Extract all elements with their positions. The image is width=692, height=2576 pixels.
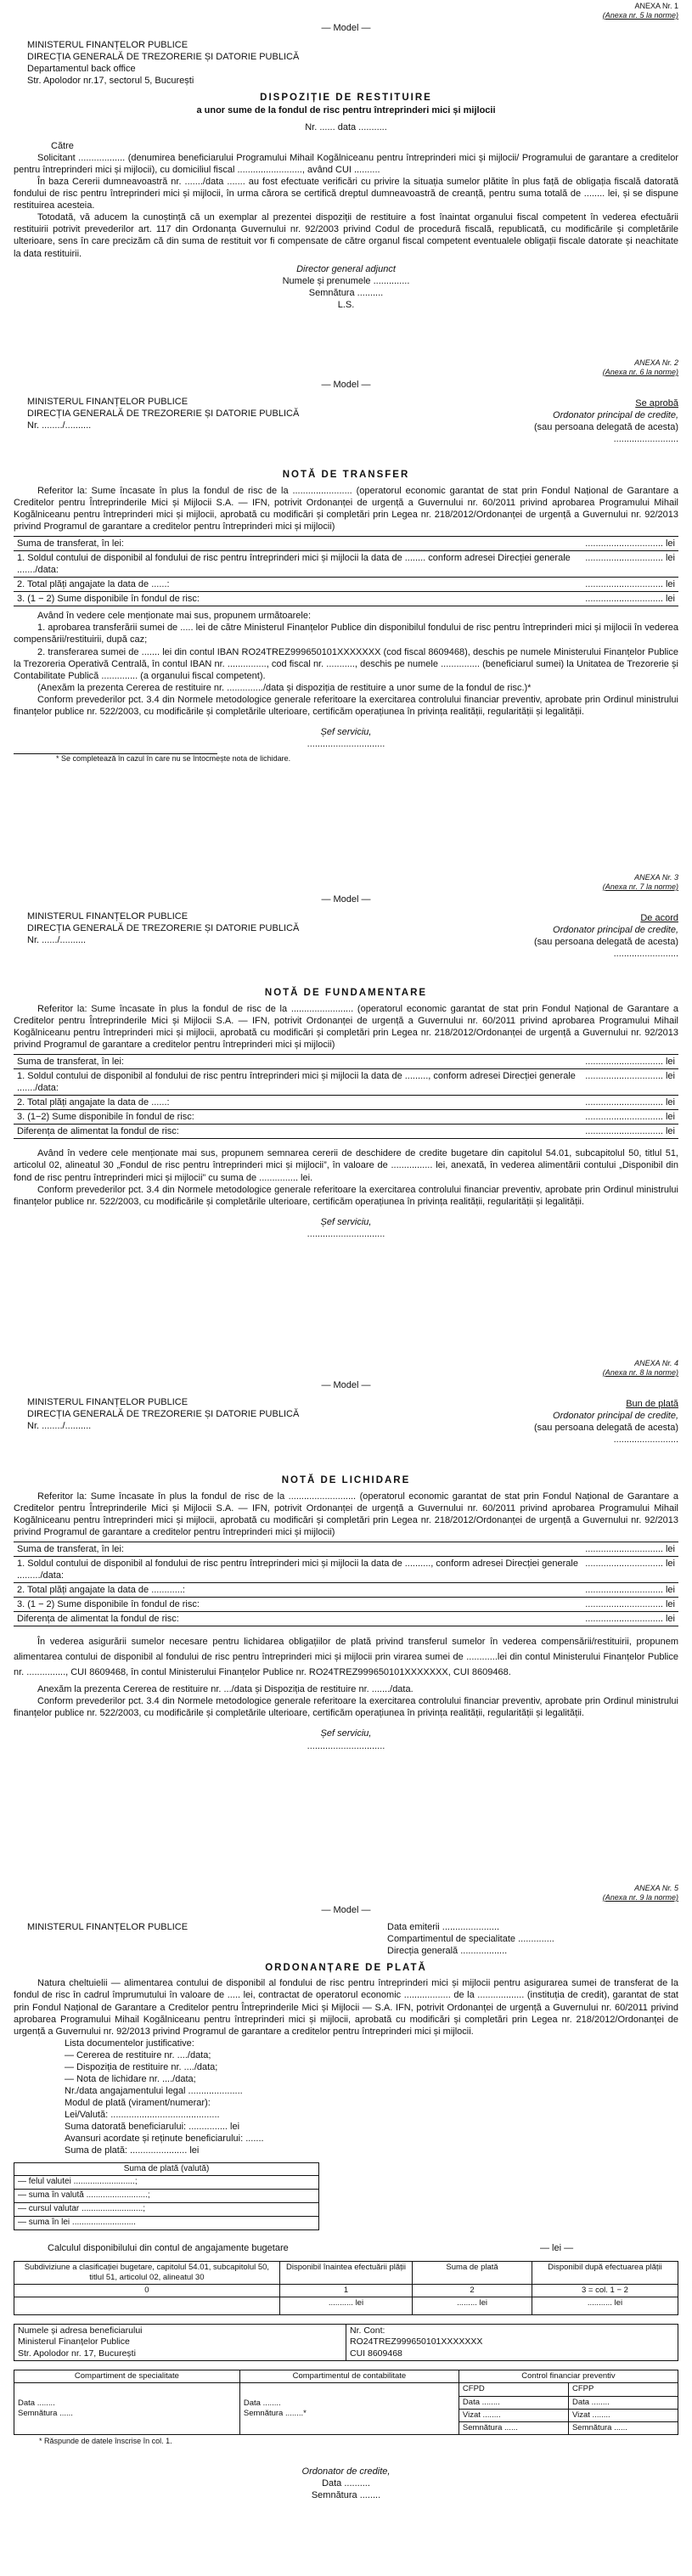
calc-heading: Calculul disponibilului din contul de angajamente bugetare — lei — — [48, 2242, 574, 2253]
paragraph: 2. transferarea sumei de ....... lei din contul IBAN RO24TREZ999650101XXXXXXX (cod fiscal 8609468), deschis pe numele Ministerului Finanțelor Publice la Trezoreria Operativă Centrală, în contul IBAN nr. ..............., cod fiscal nr. ..........., deschis pe numele ............... (beneficiarul sumei) la Unitatea de Trezorerie și Contabilitate Publică .............. (a organului fiscal competent). — [14, 646, 678, 681]
model-label: — Model — — [321, 1379, 371, 1390]
amounts-table — [14, 536, 678, 606]
document-title: ORDONANȚARE DE PLATĂ — [265, 1962, 427, 1973]
annex-5-section — [0, 1884, 692, 2501]
paragraph: Solicitant .................. (denumirea beneficiarului Programului Mihail Kogălniceanu pentru întreprinderi mici și mijlocii/ Programului de garantare a creditelor pentru întreprinderi mici și mijlocii), cu domiciliul fiscal ........................., având CUI .......... — [14, 152, 678, 176]
approval-block: Bun de plată Ordonator principal de credite, (sau persoana delegată de acesta) ......................... — [533, 1399, 678, 1446]
table-row: — suma în lei ........................... — [14, 2216, 319, 2229]
paragraph: În vederea asigurării sumelor necesare pentru lichidarea obligațiilor de plată privind transferul sumelor în vederea compensării/restituirii, propunem alimentarea contului de disponibil al fondului de risc pentru întreprinderi mici și mijlocii prin virarea sumei de ............lei din contul Ministerului Finanțelor Publice nr. ..............., CUI 8609468, în contul Ministerului Finanțelor Publice nr. RO24TREZ999650101XXXXXXX, CUI 8609468. — [14, 1637, 678, 1677]
issuer-block: MINISTERUL FINANȚELOR PUBLICE DIRECȚIA GENERALĂ DE TREZORERIE ȘI DATORIE PUBLICĂ Nr. ......../.......... — [27, 1396, 300, 1431]
table-row: 1. Soldul contului de disponibil al fondului de risc pentru întreprinderi mici și mijlocii la data de .........., conform adresei Direcției generale ........./data: .............................. lei — [14, 1557, 678, 1583]
annex-1-section — [0, 2, 692, 311]
document-title: NOTĂ DE FUNDAMENTARE — [264, 987, 428, 998]
amounts-table — [14, 1542, 678, 1626]
number-date: Nr. ...... data ........... — [305, 121, 387, 132]
annex-4-label: ANEXA Nr. 4 (Anexa nr. 8 la norme) — [602, 1359, 678, 1377]
list-item: Lista documentelor justificative: — [65, 2038, 194, 2049]
paragraph: Totodată, vă aducem la cunoștință că un exemplar al prezentei dispoziții de restituire a fost înaintat organului fiscal competent în vederea efectuării restituirii potrivit prevederilor art. 117 din Ordonanța Guvernului nr. 92/2003 privind Codul de procedură fiscală, republicată, cu modificările și completările ulterioare, sens în care precizăm că din suma de restituit vor fi compensate de către organul fiscal competent eventualele obligații fiscale datorate și neachitate la data restituirii. — [14, 212, 678, 259]
annex-3-label: ANEXA Nr. 3 (Anexa nr. 7 la norme) — [602, 873, 678, 891]
table-row: — suma în valută ..........................; — [14, 2190, 319, 2203]
issuer-block: MINISTERUL FINANȚELOR PUBLICE DIRECȚIA GENERALĂ DE TREZORERIE ȘI DATORIE PUBLICĂ Departamentul back office Str. Apolodor nr.17, sectorul 5, București — [27, 39, 300, 86]
list-item: — Dispoziția de restituire nr. ..../data; — [65, 2061, 218, 2072]
head-signature: Șef serviciu, .............................. — [307, 1216, 385, 1239]
annex-4-section — [0, 1359, 692, 1752]
justification-list — [14, 2038, 678, 2157]
list-item: — Nota de lichidare nr. ..../data; — [65, 2074, 196, 2085]
signature-block: Director general adjunct Numele și prenumele .............. Semnătura .......... L.S. — [282, 263, 410, 310]
addressee: Către — [51, 140, 74, 151]
annex-5-label: ANEXA Nr. 5 (Anexa nr. 9 la norme) — [602, 1884, 678, 1902]
annex-2-label: ANEXA Nr. 2 (Anexa nr. 6 la norme) — [602, 358, 678, 376]
model-label: — Model — — [321, 1904, 371, 1915]
table-row: Suma de transferat, în lei: .............................. lei — [14, 536, 678, 550]
table-row: 3. (1 − 2) Sume disponibile în fondul de risc: .............................. lei — [14, 592, 678, 606]
annex-1-label: ANEXA Nr. 1 (Anexa nr. 5 la norme) — [602, 2, 678, 20]
table-row: Diferența de alimentat la fondul de risc: .............................. lei — [14, 1125, 678, 1139]
model-label: — Model — — [321, 379, 371, 390]
authorizing-officer-block: Ordonator de credite, Data .......... Semnătura ........ — [301, 2466, 391, 2500]
list-item: Suma datorată beneficiarului: ............... lei — [65, 2122, 240, 2133]
document-subtitle: a unor sume de la fondul de risc pentru întreprinderi mici și mijlocii — [196, 104, 496, 116]
table-row: Suma de transferat, în lei: .............................. lei — [14, 1054, 678, 1068]
paragraph: Referitor la: Sume încasate în plus la fondul de risc de la .......................... (operatorul economic garantat de stat prin Fondul Național de Garantare a Creditelor pentru Întreprinderile Mici și Mijlocii S.A. — IFN, potrivit Ordonanței de urgență a Guvernului nr. 60/2011 privind aprobarea Programului Mihail Kogălniceanu pentru întreprinderi mici și mijlocii, aprobată cu modificări și completări prin Legea nr. 218/2012/Ordonanței de urgență a Guvernului nr. 92/2013 privind Programul de garantare a creditelor pentru întreprinderi mici și mijlocii) — [14, 1491, 678, 1537]
document-title: DISPOZIȚIE DE RESTITUIRE — [260, 92, 432, 103]
table-row: 1. Soldul contului de disponibil al fondului de risc pentru întreprinderi mici și mijlocii la data de ........ conform adresei Direcției generale ......./data: .............................. lei — [14, 551, 678, 578]
table-row: 2. Total plăți angajate la data de ......: .............................. lei — [14, 578, 678, 592]
approval-block: De acord Ordonator principal de credite, (sau persoana delegată de acesta) ......................... — [533, 913, 678, 960]
model-label: — Model — — [321, 22, 371, 33]
beneficiary-table: Numele și adresa beneficiarului Ministerul Finanțelor Publice Str. Apolodor nr. 17, București Nr. Cont: RO24TREZ999650101XXXXXXX CUI 8609468 — [14, 2324, 678, 2361]
paragraph: Natura cheltuielii — alimentarea contului de disponibil al fondului de risc pentru întreprinderi mici și mijlocii pentru asigurarea sumei de transferat de la fondul de risc în cadrul împrumutului în valoare de ..... lei, contractat de operatorul economic .................. de la .................. (instituția de credit), garantat de stat prin Fondul Național de Garantare a Creditelor pentru Întreprinderile Mici și Mijlocii — S.A. IFN, potrivit Ordonanței de urgență a Guvernului nr. 60/2011 privind aprobarea Programului Mihail Kogălniceanu pentru întreprinderi mici și mijlocii, aprobată cu modificări și completări prin Legea nr. 218/2012/Ordonanței de urgență a Guvernului nr. 92/2013 privind Programul de garantare a creditelor pentru întreprinderi mici și mijlocii. — [14, 1978, 678, 2037]
table-row: 2. Total plăți angajate la data de ......: .............................. lei — [14, 1096, 678, 1110]
list-item: Modul de plată (virament/numerar): — [65, 2098, 211, 2109]
list-item: Suma de plată: ...................... lei — [65, 2145, 200, 2156]
table-row: ........... lei ......... lei ........... lei — [14, 2297, 678, 2315]
paragraph: Anexăm la prezenta Cererea de restituire nr. .../data și Dispoziția de restituire nr. ......./data. — [37, 1684, 414, 1695]
paragraph: Referitor la: Sume încasate în plus la fondul de risc de la ....................... (operatorul economic garantat de stat prin Fondul Național de Garantare a Creditelor pentru Întreprinderile Mici și Mijlocii S.A. — IFN, potrivit Ordonanței de urgență a Guvernului nr. 60/2011 privind aprobarea Programului Mihail Kogălniceanu pentru întreprinderi mici și mijlocii, aprobată cu modificări și completări prin Legea nr. 218/2012/Ordonanței de urgență a Guvernului nr. 92/2013 privind Programul de garantare a creditelor pentru întreprinderi mici și mijlocii) — [14, 485, 678, 532]
paragraph: 1. aprobarea transferării sumei de ..... lei de către Ministerul Finanțelor Publice din disponibilul fondului de risc pentru întreprinderi mici și mijlocii în vederea compensării/restituirii, după caz; — [14, 623, 678, 645]
paragraph: Conform prevederilor pct. 3.4 din Normele metodologice generale referitoare la exercitarea controlului financiar preventiv, aprobate prin Ordinul ministrului finanțelor publice nr. 522/2003, cu modificările și completările ulterioare, certificăm operațiunea în privința realității, regularității și legalității. — [14, 1696, 678, 1719]
list-item: Nr./data angajamentului legal ..................... — [65, 2086, 243, 2097]
signatures-table: Compartiment de specialitate Compartimentul de contabilitate Control financiar preventiv Data ........ Semnătura ...... Data ........ Semnătura ........* CFPD CFPP Data ........ Data ........ Vizat ........ Vizat ........ Semnătura ...... Semnătura ...... — [14, 2370, 678, 2435]
table-row: 3. (1−2) Sume disponibile în fondul de risc: .............................. lei — [14, 1110, 678, 1125]
paragraph: Referitor la: Sume încasate în plus la fondul de risc de la ........................ (operatorul economic garantat de stat prin Fondul Național de Garantare a Creditelor pentru Întreprinderile Mici și Mijlocii S.A. — IFN, potrivit Ordonanței de urgență a Guvernului nr. 60/2011 privind aprobarea Programului Mihail Kogălniceanu pentru întreprinderi mici și mijlocii, aprobată cu modificări și completări prin Legea nr. 218/2012/Ordonanței de urgență a Guvernului nr. 92/2013 privind Programul de garantare a creditelor pentru întreprinderi mici și mijlocii) — [14, 1003, 678, 1050]
issuer-block: MINISTERUL FINANȚELOR PUBLICE DIRECȚIA GENERALĂ DE TREZORERIE ȘI DATORIE PUBLICĂ Nr. ....../.......... — [27, 910, 300, 945]
table-row: 1. Soldul contului de disponibil al fondului de risc pentru întreprinderi mici și mijlocii la data de ........., conform adresei Direcției generale ......./data: .............................. lei — [14, 1069, 678, 1096]
table-row: Suma de transferat, în lei: .............................. lei — [14, 1542, 678, 1556]
calc-table: Subdiviziune a clasificației bugetare, capitolul 54.01, subcapitolul 50, titlul 51, articolul 02, alineatul 30 Disponibil înaintea efectuării plății Suma de plată Disponibil după efectuarea plății 0 1 2 3 = col. 1 − 2 ........... lei ......... lei ........... lei — [14, 2261, 678, 2315]
footnote: * Răspunde de datele înscrise în col. 1. — [39, 2437, 172, 2446]
table-row: 0 1 2 3 = col. 1 − 2 — [14, 2284, 678, 2297]
issuer-block: MINISTERUL FINANȚELOR PUBLICE DIRECȚIA GENERALĂ DE TREZORERIE ȘI DATORIE PUBLICĂ Nr. ......../.......... — [27, 396, 300, 431]
paragraph: (Anexăm la prezenta Cererea de restituire nr. ............../data și dispoziția de restituire a unor sume de la fondul de risc.)* — [37, 682, 532, 693]
list-item: — Cererea de restituire nr. ..../data; — [65, 2049, 211, 2060]
paragraph: Conform prevederilor pct. 3.4 din Normele metodologice generale referitoare la exercitarea controlului financiar preventiv, aprobate prin Ordinul ministrului finanțelor publice nr. 522/2003, cu modificările și completările ulterioare, certificăm operațiunea în privința realității, regularității și legalității. — [14, 1184, 678, 1207]
list-item: Lei/Valută: .......................................... — [65, 2110, 220, 2121]
table-row: — cursul valutar ..........................; — [14, 2202, 319, 2216]
head-signature: Șef serviciu, .............................. — [307, 1728, 385, 1751]
list-item: Avansuri acordate și reținute beneficiarului: ....... — [65, 2134, 264, 2145]
currency-table: Suma de plată (valută) — felul valutei ..........................; — suma în valută ..........................; — cursul valutar ..........................; — suma în lei ........................... — [14, 2162, 319, 2230]
footnote: * Se completează în cazul în care nu se întocmește nota de lichidare. — [56, 754, 291, 764]
table-row: 3. (1 − 2) Sume disponibile în fondul de risc: .............................. lei — [14, 1598, 678, 1612]
model-label: — Model — — [321, 893, 371, 905]
approval-block: Se aprobă Ordonator principal de credite, (sau persoana delegată de acesta) ......................... — [533, 398, 678, 445]
document-title: NOTĂ DE TRANSFER — [282, 469, 410, 480]
table-row: Diferența de alimentat la fondul de risc: .............................. lei — [14, 1612, 678, 1626]
annex-3-section — [0, 873, 692, 1240]
paragraph: Având în vedere cele menționate mai sus, propunem semnarea cererii de deschidere de credite bugetare din capitolul 54.01, subcapitolul 50, titlul 51, articolul 02, alineatul 30 „Fondul de risc pentru întreprinderi mici și mijlocii”, în valoare de ................ lei, anexată, în vederea alimentării contului „Disponibil din fond de risc pentru întreprinderi mici și mijlocii” cu suma de ............... lei. — [14, 1148, 678, 1183]
amounts-table — [14, 1054, 678, 1139]
issuer-block: MINISTERUL FINANȚELOR PUBLICE Data emiterii ...................... Compartimentul de specialitate .............. Direcția generală .................. — [27, 1921, 554, 1956]
paragraph: Având în vedere cele menționate mai sus, propunem următoarele: — [37, 611, 312, 622]
annex-2-section — [0, 358, 692, 764]
table-row: 2. Total plăți angajate la data de ............: .............................. lei — [14, 1583, 678, 1598]
paragraph: În baza Cererii dumneavoastră nr. ......./data ....... au fost efectuate verificări cu privire la situația sumelor plătite în plus față de obligația fiscală datorată fondului de risc pentru întreprinderi mici și mijlocii, în urma cărora se certifică dreptul dumneavoastră de creanță, pentru suma totală de ........ lei, și se dispune restituirea acesteia. — [14, 177, 678, 211]
table-row: — felul valutei ..........................; — [14, 2176, 319, 2190]
document-title: NOTĂ DE LICHIDARE — [281, 1474, 411, 1485]
head-signature: Șef serviciu, .............................. — [307, 727, 385, 750]
paragraph: Conform prevederilor pct. 3.4 din Normele metodologice generale referitoare la exercitarea controlului financiar preventiv, aprobate prin Ordinul ministrului finanțelor publice nr. 522/2003, cu modificările și completările ulterioare, certificăm operațiunea în privința realității, regularității și legalității. — [14, 694, 678, 717]
